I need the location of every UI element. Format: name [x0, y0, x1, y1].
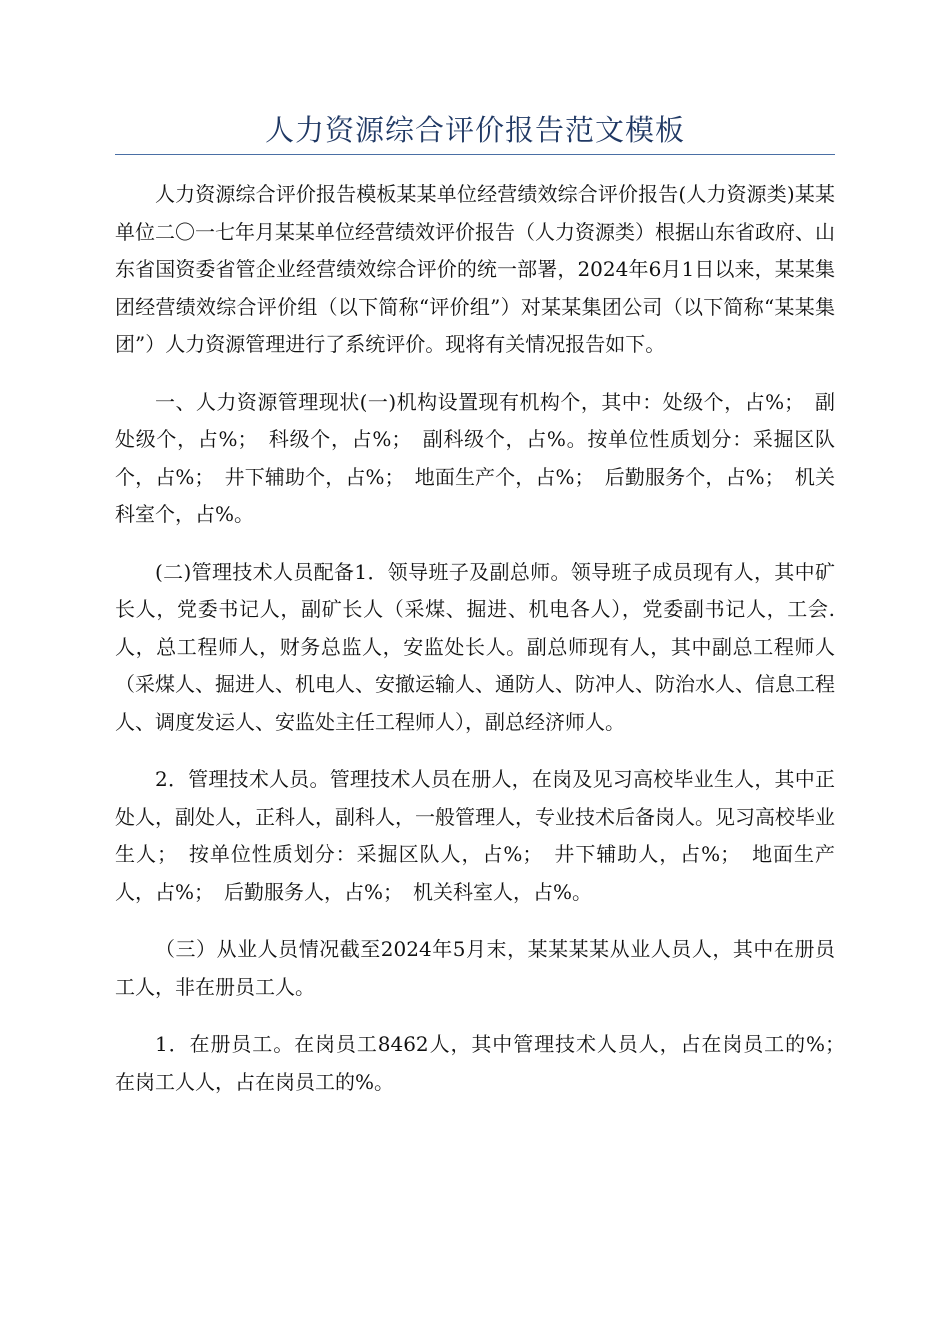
document-title: 人力资源综合评价报告范文模板	[264, 113, 685, 147]
paragraph-employees: （三）从业人员情况截至2024年5月末，某某某某从业人员人，其中在册员工人，非在册员工人。	[115, 937, 835, 999]
title-underline	[115, 154, 835, 155]
paragraph-technical-staff: 2．管理技术人员。管理技术人员在册人，在岗及见习高校毕业生人，其中正处人，副处人，正科人，副科人，一般管理人，专业技术后备岗人。见习高校毕业生人； 按单位性质划分：采掘区队人，占%； 井下辅助人，占%； 地面生产人，占%； 后勤服务人，占%； 机关科室人，占%。	[115, 767, 835, 904]
paragraph-registered-staff: 1．在册员工。在岗员工8462人，其中管理技术人员人，占在岗员工的%； 在岗工人人，占在岗员工的%。	[115, 1032, 855, 1094]
paragraph-organization: 一、人力资源管理现状(一)机构设置现有机构个，其中：处级个，占%； 副处级个，占%； 科级个，占%； 副科级个，占%。按单位性质划分：采掘区队个，占%； 井下辅助个，占%； 地面生产个，占%； 后勤服务个，占%； 机关科室个，占%。	[115, 389, 835, 526]
paragraph-intro: 人力资源综合评价报告模板某某单位经营绩效综合评价报告(人力资源类)某某单位二〇一七年月某某单位经营绩效评价报告（人力资源类）根据山东省政府、山东省国资委省管企业经营绩效综合评价的统一部署，2024年6月1日以来，某某集团经营绩效综合评价组（以下简称“评价组”）对某某集团公司（以下简称“某某集团”）人力资源管理进行了系统评价。现将有关情况报告如下。	[115, 182, 835, 356]
paragraph-leadership: (二)管理技术人员配备1．领导班子及副总师。领导班子成员现有人，其中矿长人，党委书记人，副矿长人（采煤、掘进、机电各人），党委副书记人，工会.人，总工程师人，财务总监人，安监处长人。副总师现有人，其中副总工程师人（采煤人、掘进人、机电人、安撤运输人、通防人、防冲人、防治水人、信息工程人、调度发运人、安监处主任工程师人），副总经济师人。	[115, 559, 835, 734]
document-body	[115, 176, 855, 1121]
